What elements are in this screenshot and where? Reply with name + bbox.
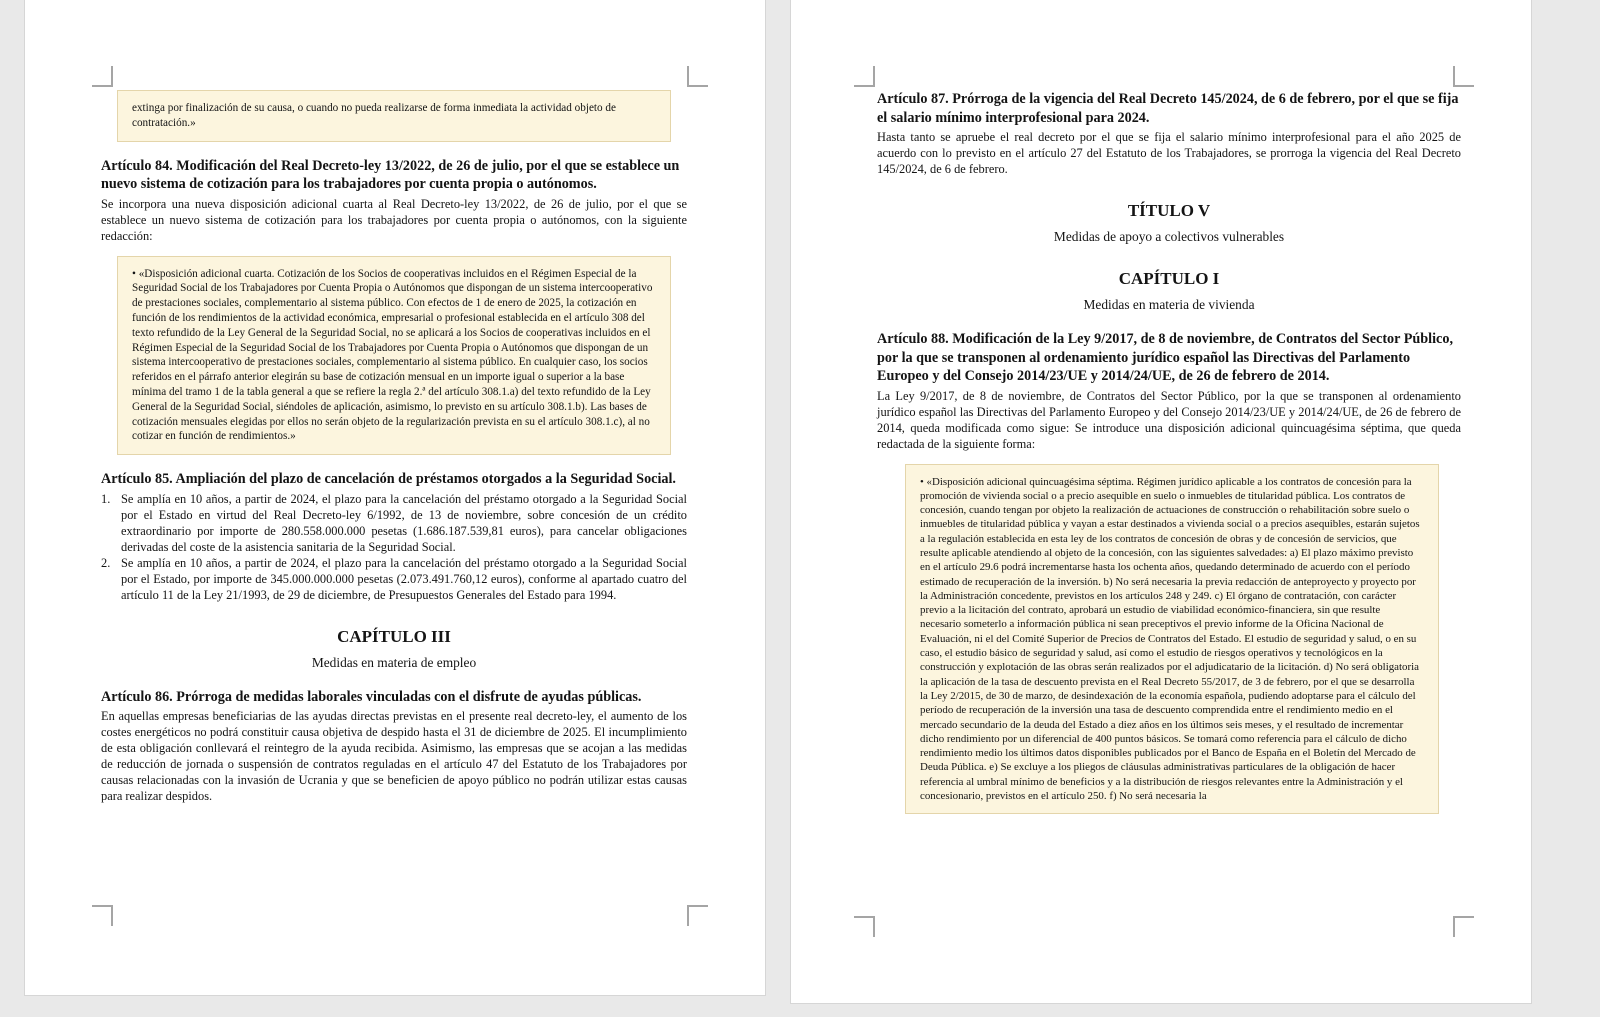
article-84-heading: Artículo 84. Modificación del Real Decreto-ley 13/2022, de 26 de julio, por el que se establece un nuevo sistema de cotización para los trabajadores por cuenta propia o autónomos. [101,157,680,193]
list-item [101,555,687,603]
chapter-3-heading: CAPÍTULO III [337,626,451,646]
list-item-text: Se amplía en 10 años, a partir de 2024, el plazo para la cancelación del préstamo otorgado a la Seguridad Social por el Estado, por importe de 345.000.000.000 pesetas (2.073.491.760,12 euros), conforme al apartado cuatro del artículo 11 de la Ley 21/1993, de 29 de diciembre, de Presupuestos Generales del Estado para 1994. [121,555,687,602]
crop-mark-bottom-right-icon [1453,916,1474,937]
crop-mark-top-left-icon [92,66,113,87]
article-85-heading: Artículo 85. Ampliación del plazo de cancelación de préstamos otorgados a la Seguridad Social. [101,471,676,488]
article-85-list [101,491,687,603]
crop-mark-top-right-icon [687,66,708,87]
title-5-subtitle: Medidas de apoyo a colectivos vulnerables [1053,229,1285,244]
crop-mark-bottom-right-icon [687,905,708,926]
crop-mark-top-left-icon [854,66,875,87]
crop-mark-bottom-left-icon [92,905,113,926]
page-1 [24,0,766,996]
page-2 [790,0,1532,1004]
list-item [101,491,687,555]
list-item-number: 2. [101,555,111,570]
chapter-1-subtitle: Medidas en materia de vivienda [1083,297,1255,312]
highlight-quote-continuation: extinga por finalización de su causa, o cuando no pueda realizarse de forma inmediata la actividad objeto de contratación.» [117,90,671,142]
article-87-heading: Artículo 87. Prórroga de la vigencia del Real Decreto 145/2024, de 6 de febrero, por el que se fija el salario mínimo interprofesional para 2024. [877,91,1459,126]
article-88-heading: Artículo 88. Modificación de la Ley 9/2017, de 8 de noviembre, de Contratos del Sector Público, por la que se transponen al ordenamiento jurídico español las Directivas del Parlamento Europeo y del Consejo 2014/23/UE y 2014/24/UE, de 26 de febrero de 2014. [877,331,1453,384]
crop-mark-bottom-left-icon [854,916,875,937]
list-item-number: 1. [101,491,111,506]
highlight-quote-disposicion-cuarta: • «Disposición adicional cuarta. Cotización de los Socios de cooperativas incluidos en el Régimen Especial de la Seguridad Social de los Trabajadores por Cuenta Propia o Autónomos que dispongan de un sistema intercooperativo de prestaciones sociales, complementario al sistema público. Con efectos de 1 de enero de 2025, la cotización en función de los rendimientos de la actividad económica, empresarial o profesional establecida en el artículo 308 del texto refundido de la Ley General de la Seguridad Social, no se aplicará a los Socios de cooperativas incluidos en el Régimen Especial de la Seguridad Social de los Trabajadores por Cuenta Propia o Autónomos que dispongan de un sistema intercooperativo de prestaciones sociales, complementario al sistema público. En cualquier caso, los socios referidos en el párrafo anterior elegirán su base de cotización mensual en un importe igual o superior a la base mínima del tramo 1 de la tabla general a que se refiere la regla 2.ª del artículo 308.1.a) del texto refundido de la Ley General de la Seguridad Social, siéndoles de aplicación, asimismo, lo previsto en su artículo 308.1.b). Las bases de cotización mensuales elegidas por ellos no serán objeto de la regularización prevista en su el artículo 308.1.c), al no cotizar en función de rendimientos.» [117,256,671,456]
chapter-3-subtitle: Medidas en materia de empleo [311,654,477,670]
article-86-body: En aquellas empresas beneficiarias de las ayudas directas previstas en el presente real decreto-ley, el aumento de los costes energéticos no podrá constituir causa objetiva de despido hasta el 31 de diciembre de 2025. El incumplimiento de esta obligación conllevará el reintegro de la ayuda recibida. Asimismo, las empresas que se acojan a las medidas de reducción de jornada o suspensión de contratos reguladas en el artículo 47 del Estatuto de los Trabajadores por causas relacionadas con la invasión de Ucrania y que se beneficien de apoyo público no podrán utilizar estas causas para realizar despidos. [101,709,687,804]
article-87-body: Hasta tanto se apruebe el real decreto por el que se fija el salario mínimo interprofesional para el año 2025 de acuerdo con lo previsto en el artículo 27 del Estatuto de los Trabajadores, se prorroga la vigencia del Real Decreto 145/2024, de 6 de febrero. [877,130,1461,176]
title-5-heading: TÍTULO V [1127,201,1211,220]
article-88-body: La Ley 9/2017, de 8 de noviembre, de Contratos del Sector Público, por la que se transponen al ordenamiento jurídico español las Directivas del Parlamento Europeo y del Consejo 2014/23/UE y 2014/24/UE, de 26 de febrero de 2014, queda modificada como sigue: Se introduce una disposición adicional quincuagésima séptima, que queda redactada de la siguiente forma: [877,388,1461,451]
chapter-1-heading: CAPÍTULO I [1118,269,1220,288]
list-item-text: Se amplía en 10 años, a partir de 2024, el plazo para la cancelación del préstamo otorgado a la Seguridad Social por el Estado en virtud del Real Decreto-ley 6/1992, de 13 de noviembre, sobre concesión de un crédito extraordinario por importe de 280.558.000.000 pesetas (1.686.187.539,81 euros), para cancelar obligaciones derivadas del coste de la asistencia sanitaria de la Seguridad Social. [121,491,687,554]
article-86-heading: Artículo 86. Prórroga de medidas laborales vinculadas con el disfrute de ayudas públicas. [101,688,642,705]
highlight-quote-disposicion-quincuagesima-septima: • «Disposición adicional quincuagésima séptima. Régimen jurídico aplicable a los contratos de concesión para la promoción de vivienda social o a precio asequible en suelo o inmuebles de titularidad pública. Los contratos de concesión, cuando tengan por objeto la realización de actuaciones de construcción o rehabilitación sobre suelo o inmuebles de titularidad pública y vayan a estar destinados a vivienda social o a precios asequibles, estarán sujetos a la regulación establecida en esta ley de los contratos de concesión de obras y de concesión de servicios, que resulte aplicable atendiendo al objeto de la concesión, con las siguientes salvedades: a) El plazo máximo previsto en el artículo 29.6 podrá incrementarse hasta los ochenta años, quedando determinado de acuerdo con el período estimado de recuperación de la inversión. b) No será necesaria la previa redacción de anteproyecto y proyecto por la Administración concedente, previstos en los artículos 248 y 249. c) El órgano de contratación, con carácter previo a la licitación del contrato, aprobará un estudio de viabilidad económico-financiera, sin que resulte necesario someterlo a información pública ni sean preceptivos el previo informe de la Oficina Nacional de Evaluación, ni el del Comité Superior de Precios de Contratos del Estado. El estudio de seguridad y salud, o en su caso, el estudio básico de seguridad y salud, así como el estudio de riesgos operativos y tecnológicos en la construcción y explotación de las obras serán realizados por el adjudicatario de la licitación. d) No será obligatoria la aplicación de la tasa de descuento prevista en el Real Decreto 55/2017, de 3 de febrero, por el que se desarrolla la Ley 2/2015, de 30 de marzo, de desindexación de la economía española, pudiendo adoptarse para el cálculo del período de recuperación de la inversión una tasa de descuento comprendida entre el rendimiento medio en el mercado secundario de la deuda del Estado a diez años en los últimos seis meses, y el resultado de incrementar dicho rendimiento por un diferencial de 400 puntos básicos. Se tomará como referencia para el cálculo de dicho rendimiento medio los últimos datos disponibles publicados por el Banco de España en el Boletín del Mercado de Deuda Pública. e) Se excluye a los pliegos de cláusulas administrativas particulares de la obligación de hacer referencia al umbral mínimo de beneficios y a la distribución de riesgos relevantes entre la Administración y el concesionario, previstos en el artículo 250. f) No será necesaria la [905,464,1439,815]
article-84-body: Se incorpora una nueva disposición adicional cuarta al Real Decreto-ley 13/2022, de 26 de julio, por el que se establece un nuevo sistema de cotización para los trabajadores por cuenta propia o autónomos, con la siguiente redacción: [101,196,687,243]
crop-mark-top-right-icon [1453,66,1474,87]
